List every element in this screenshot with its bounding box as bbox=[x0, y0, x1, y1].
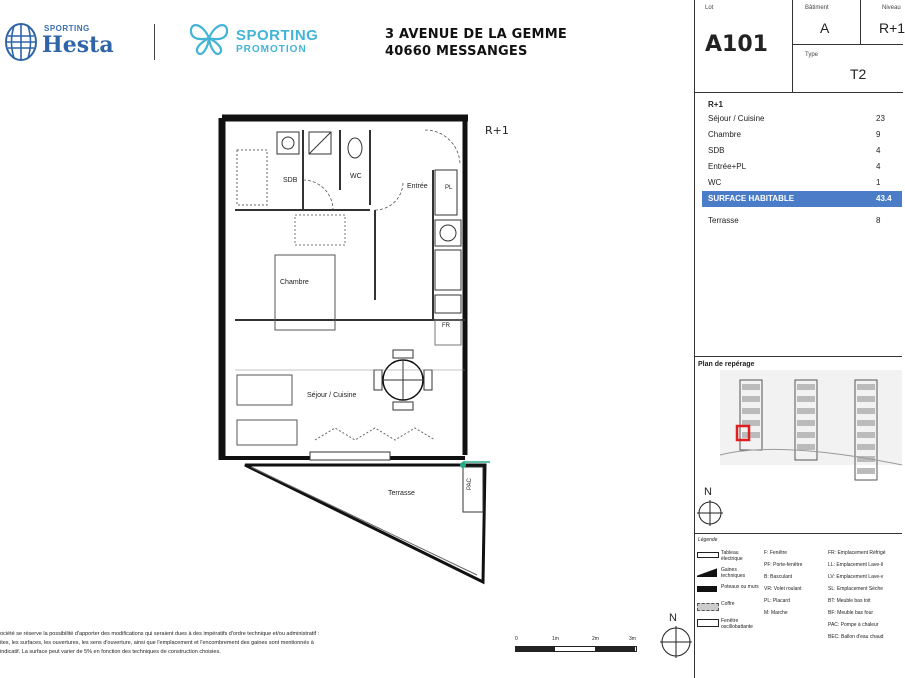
surface-value: 4 bbox=[876, 162, 881, 171]
surface-value: 23 bbox=[876, 114, 885, 123]
surfaces-table bbox=[708, 99, 902, 229]
surface-row bbox=[708, 159, 902, 175]
room-sdb: SDB bbox=[283, 177, 298, 184]
shaft-symbol bbox=[697, 567, 717, 577]
site-plan bbox=[720, 370, 902, 510]
surface-name: Entrée+PL bbox=[708, 162, 747, 171]
surface-row bbox=[708, 143, 902, 159]
surface-row bbox=[708, 175, 902, 191]
room-terrasse: Terrasse bbox=[388, 490, 415, 497]
legend-item: LV: Emplacement Lave-v bbox=[828, 574, 884, 580]
legend-item: Tableau électrique bbox=[721, 550, 743, 562]
sporting-hesta-logo bbox=[4, 20, 144, 64]
brand1-big: Hesta bbox=[42, 32, 114, 58]
scale-label-1: 1m bbox=[552, 636, 559, 642]
legend-item: Gaines techniques bbox=[721, 567, 746, 579]
legend-item: Poteaux ou murs bbox=[721, 584, 759, 590]
type-value: T2 bbox=[850, 66, 867, 82]
scale-label-0: 0 bbox=[515, 636, 518, 642]
room-entree: Entrée bbox=[407, 183, 428, 190]
legend-title: Légende bbox=[698, 537, 718, 543]
surface-row bbox=[708, 111, 902, 127]
terrace-value: 8 bbox=[876, 216, 881, 225]
address-line2: 40660 MESSANGES bbox=[385, 44, 528, 59]
globe-icon bbox=[4, 22, 38, 62]
brand1-small: SPORTING bbox=[44, 24, 90, 33]
floor-plan bbox=[215, 110, 500, 590]
address bbox=[385, 26, 567, 60]
brand2-line2: PROMOTION bbox=[236, 44, 307, 55]
room-chambre: Chambre bbox=[280, 279, 309, 286]
legend-item: M: Marche bbox=[764, 610, 788, 616]
scale-label-2: 2m bbox=[592, 636, 599, 642]
footnote-line3: indicatif. La surface peut varier de 5% en fonction des techniques de construction choisies. bbox=[0, 649, 221, 655]
room-pac: PAC bbox=[467, 478, 473, 490]
wall-symbol bbox=[697, 586, 717, 592]
panel-symbol bbox=[697, 552, 719, 558]
surface-total-label: SURFACE HABITABLE bbox=[708, 194, 795, 203]
legend-item: LL: Emplacement Lave-li bbox=[828, 562, 884, 568]
batiment-value: A bbox=[820, 20, 830, 36]
surface-name: Séjour / Cuisine bbox=[708, 114, 765, 123]
butterfly-icon bbox=[188, 20, 230, 56]
terrace-row bbox=[708, 213, 902, 229]
north-label-reperage: N bbox=[704, 486, 712, 498]
legend-item: PF: Porte-fenêtre bbox=[764, 562, 803, 568]
lot-label: Lot bbox=[705, 5, 714, 11]
legend-item: VR: Volet roulant bbox=[764, 586, 802, 592]
legend-item: PAC: Pompe à chaleur bbox=[828, 622, 879, 628]
legend-item: BF: Meuble bas four bbox=[828, 610, 874, 616]
legend-item: SL: Emplacement Séche bbox=[828, 586, 884, 592]
surface-name: SDB bbox=[708, 146, 725, 155]
surfaces-level: R+1 bbox=[708, 100, 723, 109]
surface-total-row bbox=[702, 191, 902, 207]
legend-col1 bbox=[697, 550, 759, 635]
legend-col3 bbox=[828, 550, 902, 646]
surface-value: 9 bbox=[876, 130, 881, 139]
scale-bar bbox=[515, 636, 640, 656]
niveau-value: R+1 bbox=[879, 20, 905, 36]
niveau-label: Niveau bbox=[882, 5, 901, 11]
type-label: Type bbox=[805, 52, 819, 58]
legend-item: PL: Placard bbox=[764, 598, 790, 604]
address-line1: 3 AVENUE DE LA GEMME bbox=[385, 27, 567, 42]
legend-item: Coffre bbox=[721, 601, 735, 607]
north-arrow-reperage bbox=[697, 486, 725, 530]
room-fr: FR bbox=[442, 323, 450, 329]
surface-name: Chambre bbox=[708, 130, 741, 139]
legend-item: BT: Meuble bas toit bbox=[828, 598, 871, 604]
footnote-line1: ociété se réserve la possibilité d'apporter des modifications qui seraient dues à des impératifs d'ordre technique et/ou administratif : bbox=[0, 631, 320, 637]
reperage-title: Plan de repérage bbox=[698, 361, 755, 368]
surface-name: WC bbox=[708, 178, 722, 187]
header-separator bbox=[154, 24, 155, 60]
legend-col2 bbox=[764, 550, 826, 622]
legend-item: Fenêtre oscillobattante bbox=[721, 618, 753, 630]
north-label-bottom: N bbox=[669, 612, 677, 624]
footnote bbox=[0, 630, 500, 657]
surface-value: 4 bbox=[876, 146, 881, 155]
room-sejour: Séjour / Cuisine bbox=[307, 392, 357, 399]
sporting-promotion-logo bbox=[188, 20, 338, 60]
legend-item: BEC: Ballon d'eau chaud bbox=[828, 634, 884, 640]
north-arrow-bottom bbox=[660, 612, 692, 662]
surface-row bbox=[708, 127, 902, 143]
compass-icon bbox=[697, 500, 723, 526]
brand2-line1: SPORTING bbox=[236, 27, 319, 44]
plan-level-tag: R+1 bbox=[485, 124, 509, 137]
lot-value: A101 bbox=[705, 32, 768, 57]
batiment-label: Bâtiment bbox=[805, 5, 829, 11]
room-wc: WC bbox=[350, 173, 362, 180]
legend-item: B: Basculant bbox=[764, 574, 793, 580]
scale-label-3: 3m bbox=[629, 636, 636, 642]
surface-total-value: 43.4 bbox=[876, 194, 892, 203]
footnote-line2: ites, les surfaces, les ouvertures, les sens d'ouverture, ainsi que l'emplacement et l'encombrement des gaines sont mentionnés à bbox=[0, 640, 314, 646]
legend-item: F: Fenêtre bbox=[764, 550, 788, 556]
legend-item: FR: Emplacement Réfrigé bbox=[828, 550, 886, 556]
room-pl: PL bbox=[445, 185, 453, 191]
box-symbol bbox=[697, 603, 719, 611]
surface-value: 1 bbox=[876, 178, 881, 187]
window-symbol bbox=[697, 619, 719, 627]
compass-icon bbox=[660, 626, 692, 658]
terrace-label: Terrasse bbox=[708, 216, 739, 225]
